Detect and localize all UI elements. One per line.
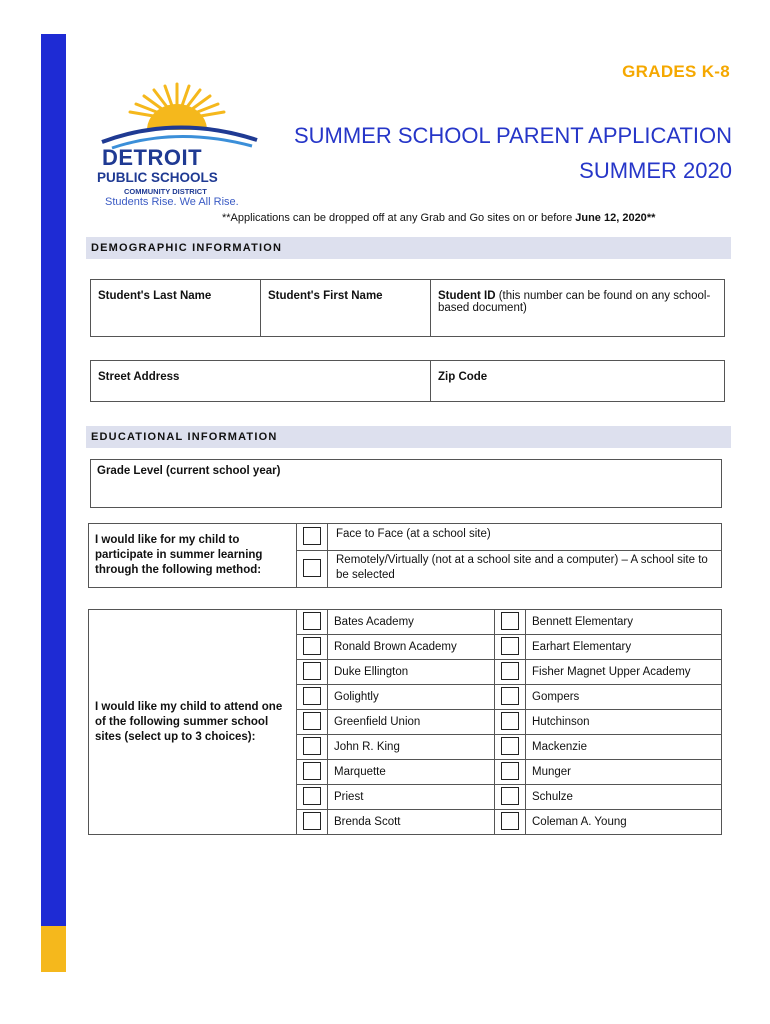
- site-checkbox-cell-right[interactable]: [495, 660, 526, 685]
- site-checkbox[interactable]: [303, 687, 321, 705]
- site-checkbox-cell-left[interactable]: [297, 785, 328, 810]
- grade-level-label: Grade Level (current school year): [97, 465, 281, 477]
- site-checkbox-cell-left[interactable]: [297, 810, 328, 835]
- site-name: Schulze: [526, 785, 722, 810]
- method-question: [89, 524, 297, 588]
- site-checkbox-cell-left[interactable]: [297, 685, 328, 710]
- site-name: John R. King: [328, 735, 495, 760]
- address-table: [90, 360, 725, 402]
- site-checkbox[interactable]: [501, 662, 519, 680]
- sun-icon: [92, 82, 262, 152]
- site-checkbox-cell-right[interactable]: [495, 810, 526, 835]
- district-logo: [92, 82, 262, 212]
- site-checkbox[interactable]: [501, 637, 519, 655]
- learning-method-table: [88, 523, 722, 588]
- site-checkbox-cell-right[interactable]: [495, 710, 526, 735]
- site-checkbox-cell-right[interactable]: [495, 785, 526, 810]
- sidebar-yellow-stripe: [41, 926, 66, 972]
- face-to-face-option: [328, 524, 722, 551]
- site-checkbox-cell-left[interactable]: [297, 635, 328, 660]
- street-address-field[interactable]: [91, 361, 431, 402]
- site-name: Bennett Elementary: [526, 610, 722, 635]
- logo-community-text: COMMUNITY DISTRICT: [124, 187, 207, 196]
- sidebar-blue-stripe: [41, 34, 66, 926]
- site-name: Hutchinson: [526, 710, 722, 735]
- remote-option: [328, 551, 722, 588]
- note-text: **Applications can be dropped off at any Grab and Go sites on or before: [222, 212, 576, 224]
- school-sites-table: [88, 609, 722, 835]
- educational-heading: EDUCATIONAL INFORMATION: [91, 431, 278, 443]
- site-name: Ronald Brown Academy: [328, 635, 495, 660]
- title-line-1: SUMMER SCHOOL PARENT APPLICATION: [293, 123, 732, 148]
- first-name-field[interactable]: [261, 280, 431, 337]
- site-checkbox-cell-right[interactable]: [495, 610, 526, 635]
- face-to-face-checkbox-cell[interactable]: [297, 524, 328, 551]
- remote-checkbox[interactable]: [303, 559, 321, 577]
- educational-section-header: [86, 426, 731, 448]
- site-name: Mackenzie: [526, 735, 722, 760]
- student-name-table: [90, 279, 725, 337]
- site-checkbox-cell-left[interactable]: [297, 610, 328, 635]
- remote-checkbox-cell[interactable]: [297, 551, 328, 588]
- site-checkbox[interactable]: [303, 662, 321, 680]
- site-checkbox-cell-right[interactable]: [495, 685, 526, 710]
- note-date: June 12, 2020: [575, 212, 647, 224]
- site-name: Greenfield Union: [328, 710, 495, 735]
- face-to-face-label: Face to Face (at a school site): [336, 528, 491, 540]
- site-checkbox-cell-left[interactable]: [297, 660, 328, 685]
- last-name-label: Student's Last Name: [98, 290, 212, 302]
- site-checkbox-cell-right[interactable]: [495, 635, 526, 660]
- site-checkbox-cell-left[interactable]: [297, 735, 328, 760]
- site-name: Golightly: [328, 685, 495, 710]
- site-name: Earhart Elementary: [526, 635, 722, 660]
- title-line-2: SUMMER 2020: [579, 158, 732, 183]
- student-id-field[interactable]: [431, 280, 725, 337]
- grade-level-field[interactable]: [91, 460, 722, 508]
- site-name: Brenda Scott: [328, 810, 495, 835]
- site-checkbox[interactable]: [303, 737, 321, 755]
- dropoff-note: [222, 212, 655, 224]
- sites-question: [89, 610, 297, 835]
- site-checkbox[interactable]: [501, 687, 519, 705]
- site-checkbox-cell-right[interactable]: [495, 760, 526, 785]
- site-name: Duke Ellington: [328, 660, 495, 685]
- site-checkbox[interactable]: [501, 762, 519, 780]
- site-checkbox-cell-left[interactable]: [297, 760, 328, 785]
- site-checkbox[interactable]: [303, 787, 321, 805]
- site-checkbox[interactable]: [303, 637, 321, 655]
- site-checkbox[interactable]: [303, 712, 321, 730]
- street-address-label: Street Address: [98, 371, 180, 383]
- site-checkbox[interactable]: [303, 762, 321, 780]
- note-suffix: **: [646, 212, 656, 224]
- remote-label: Remotely/Virtually (not at a school site and a computer) – A school site to be selected: [336, 554, 708, 581]
- site-row: [89, 610, 722, 635]
- site-name: Gompers: [526, 685, 722, 710]
- zip-code-label: Zip Code: [438, 371, 488, 383]
- site-name: Munger: [526, 760, 722, 785]
- site-checkbox[interactable]: [303, 812, 321, 830]
- logo-main-text: DETROIT: [102, 145, 203, 170]
- face-to-face-checkbox[interactable]: [303, 527, 321, 545]
- site-checkbox[interactable]: [501, 737, 519, 755]
- site-checkbox[interactable]: [303, 612, 321, 630]
- method-label: I would like for my child to participate in summer learning through the following method:: [95, 534, 263, 576]
- student-id-hint: (this number can be found on any school-based document): [438, 290, 711, 314]
- grade-level-table: [90, 459, 722, 508]
- site-checkbox[interactable]: [501, 787, 519, 805]
- site-checkbox[interactable]: [501, 612, 519, 630]
- demographic-heading: DEMOGRAPHIC INFORMATION: [91, 242, 283, 254]
- student-id-label: Student ID: [438, 290, 496, 302]
- site-name: Fisher Magnet Upper Academy: [526, 660, 722, 685]
- logo-sub-text: PUBLIC SCHOOLS: [97, 170, 218, 185]
- demographic-section-header: [86, 237, 731, 259]
- page-title: [294, 118, 732, 188]
- site-checkbox[interactable]: [501, 712, 519, 730]
- site-name: Coleman A. Young: [526, 810, 722, 835]
- sites-label: I would like my child to attend one of the following summer school sites (select up to 3 choices):: [95, 700, 283, 743]
- logo-tagline: Students Rise. We All Rise.: [105, 196, 239, 208]
- site-name: Marquette: [328, 760, 495, 785]
- grades-label: GRADES K-8: [622, 62, 730, 81]
- site-name: Bates Academy: [328, 610, 495, 635]
- site-checkbox[interactable]: [501, 812, 519, 830]
- site-name: Priest: [328, 785, 495, 810]
- site-checkbox-cell-left[interactable]: [297, 710, 328, 735]
- site-checkbox-cell-right[interactable]: [495, 735, 526, 760]
- last-name-field[interactable]: [91, 280, 261, 337]
- zip-code-field[interactable]: [431, 361, 725, 402]
- first-name-label: Student's First Name: [268, 290, 383, 302]
